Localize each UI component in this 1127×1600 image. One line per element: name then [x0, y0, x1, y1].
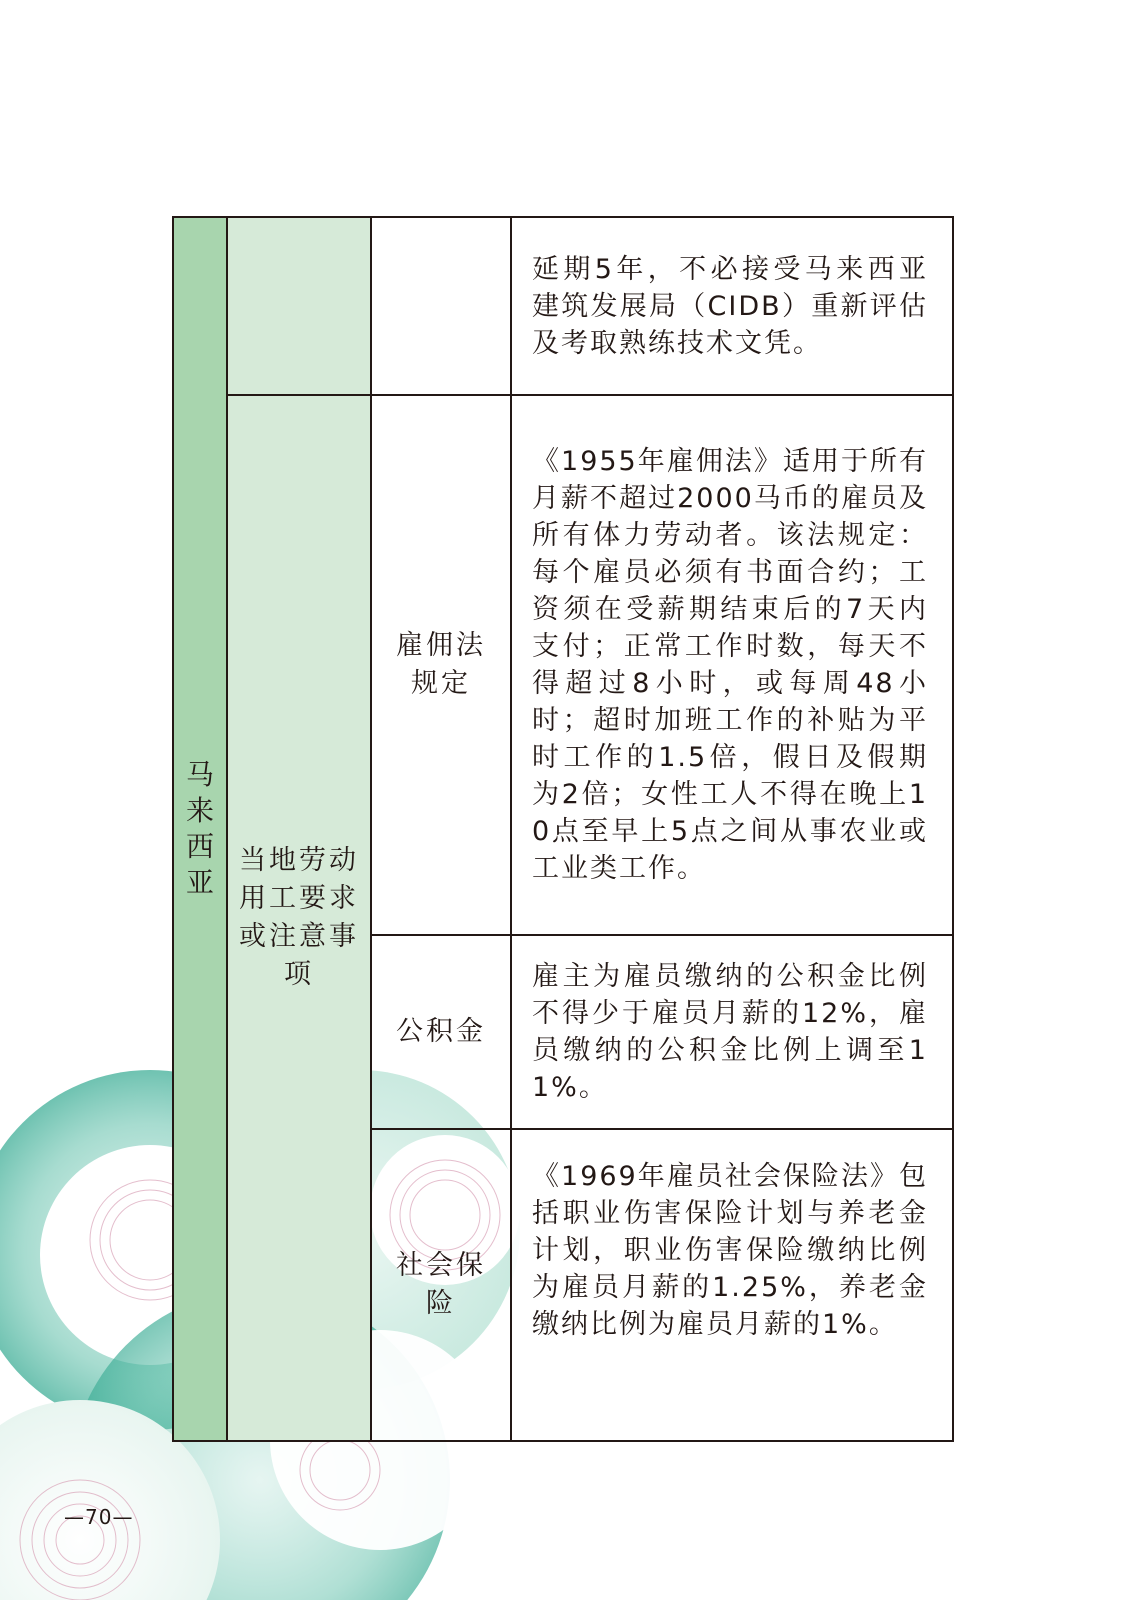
topic-cell — [371, 935, 511, 1129]
detail-cell — [511, 935, 953, 1129]
category-cell — [227, 395, 371, 1441]
country-cell — [173, 217, 227, 1441]
detail-cell — [511, 217, 953, 395]
topic-label: 公积金 — [396, 1016, 486, 1047]
topic-cell — [371, 217, 511, 395]
labor-requirements-table-container — [172, 216, 952, 1440]
detail-cell — [511, 1129, 953, 1441]
detail-text: 《1969年雇员社会保险法》包括职业伤害保险计划与养老金计划，职业伤害保险缴纳比例为雇员月薪的1.25%，养老金缴纳比例为雇员月薪的1%。 — [532, 1161, 928, 1340]
table-row — [173, 217, 953, 395]
topic-label: 社会保险 — [396, 1250, 486, 1319]
topic-label: 雇佣法规定 — [396, 630, 486, 699]
detail-cell — [511, 395, 953, 935]
category-cell-continued — [227, 217, 371, 395]
labor-requirements-table — [172, 216, 954, 1442]
detail-text: 《1955年雇佣法》适用于所有月薪不超过2000马币的雇员及所有体力劳动者。该法规定：每个雇员必须有书面合约；工资须在受薪期结束后的7天内支付；正常工作时数，每天不得超过8小时，或每周48小时；超时加班工作的补贴为平时工作的1.5倍，假日及假期为2倍；女性工人不得在晚上10点至早上5点之间从事农业或工业类工作。 — [532, 446, 928, 884]
page-number: —70— — [64, 1505, 134, 1529]
country-label: 马来西亚 — [185, 758, 214, 899]
detail-text: 延期5年，不必接受马来西亚建筑发展局（CIDB）重新评估及考取熟练技术文凭。 — [532, 253, 928, 359]
category-label: 当地劳动用工要求或注意事项 — [239, 845, 359, 990]
topic-cell — [371, 1129, 511, 1441]
detail-text: 雇主为雇员缴纳的公积金比例不得少于雇员月薪的12%，雇员缴纳的公积金比例上调至11%。 — [532, 961, 928, 1103]
topic-cell — [371, 395, 511, 935]
table-row — [173, 395, 953, 935]
